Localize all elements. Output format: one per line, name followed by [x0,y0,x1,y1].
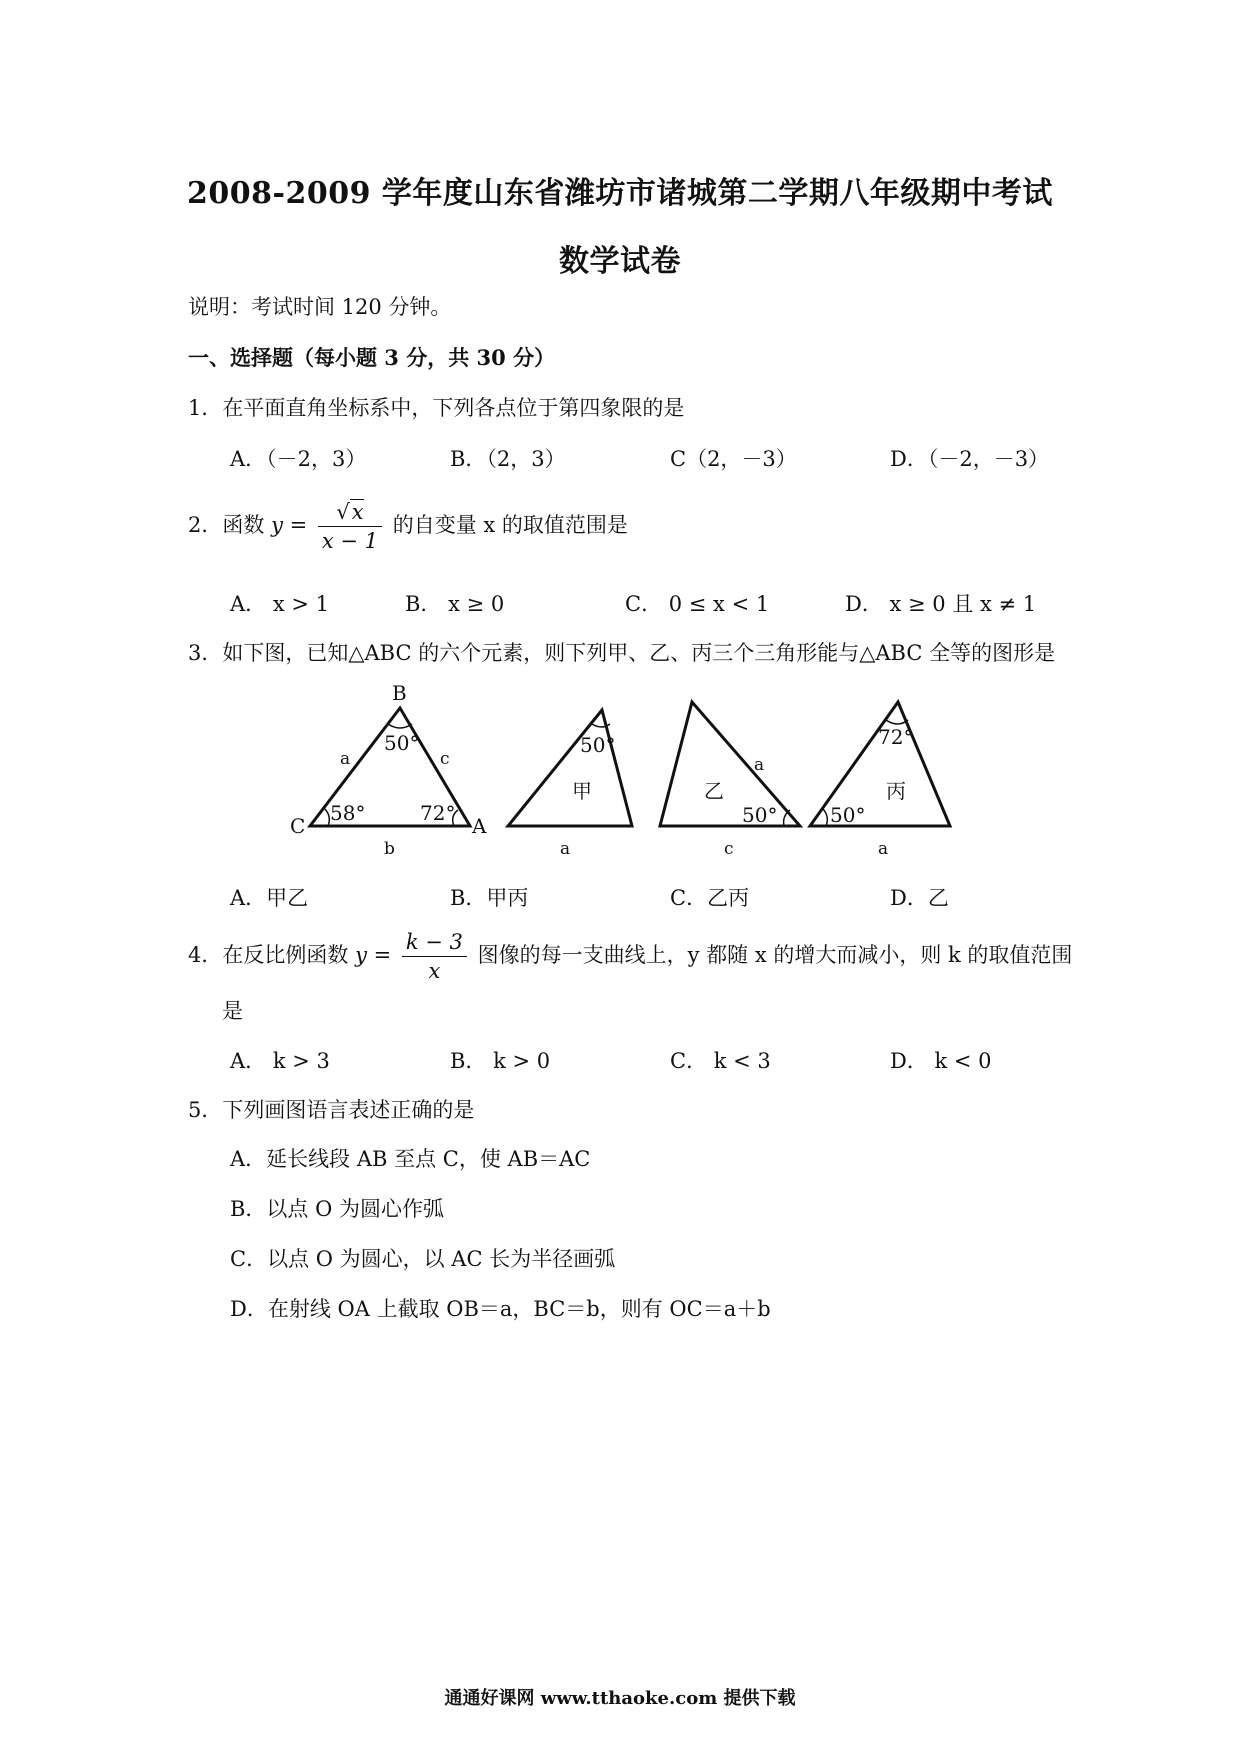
q4-option-b: B． k > 0 [450,1049,551,1073]
label-a: A [472,814,487,838]
q2-fraction [318,500,382,553]
question-3: 3．如下图，已知△ABC 的六个元素，则下列甲、乙、丙三个三角形能与△ABC 全等的图形是 [188,641,1056,665]
q4-fraction [402,930,467,983]
q2-denominator: x − 1 [321,529,379,553]
label-b: B [392,681,407,705]
q2-option-b: B． x ≥ 0 [405,592,505,616]
question-5: 5．下列画图语言表述正确的是 [188,1098,475,1122]
q2-option-c: C． 0 ≤ x < 1 [625,592,770,616]
q1-option-a: A．（－2，3） [230,447,367,471]
angle-c: 58° [330,801,366,825]
jia-side: a [560,839,571,859]
q2-option-a: A． x > 1 [230,592,329,616]
label-c: C [290,814,306,838]
side-c: c [440,749,450,769]
q4-suffix: 图像的每一支曲线上，y 都随 x 的增大而减小，则 k 的取值范围 [477,943,1073,967]
q2-prefix: 2．函数 [188,513,265,537]
q2-suffix: 的自变量 x 的取值范围是 [392,513,628,537]
q4-numerator: k − 3 [402,930,467,957]
q4-option-c: C． k < 3 [670,1049,771,1073]
q2-option-d: D． x ≥ 0 且 x ≠ 1 [845,592,1037,616]
triangle-yi [660,702,800,826]
jia-angle: 50° [580,733,616,757]
q1-option-c: C（2，－3） [670,447,797,471]
q4-lhs: y = [355,943,392,967]
triangles-figure [280,680,980,870]
page-footer: 通通好课网 www.tthaoke.com 提供下载 [444,1688,796,1709]
yi-side-a: a [754,755,765,775]
q5-option-d: D．在射线 OA 上截取 OB＝a，BC＝b，则有 OC＝a＋b [230,1297,771,1321]
q3-option-a: A．甲乙 [230,886,309,910]
q2-numerator: x [351,500,364,524]
q3-option-b: B．甲丙 [450,886,529,910]
q4-prefix: 4．在反比例函数 [188,943,349,967]
q4-option-d: D． k < 0 [890,1049,992,1073]
q1-option-b: B．（2，3） [450,447,566,471]
angle-a: 72° [420,801,456,825]
bing-angle-top: 72° [878,725,914,749]
q4-denominator: x [428,959,441,983]
bing-side: a [878,839,889,859]
q1-option-d: D．（－2，－3） [890,447,1050,471]
q4-option-a: A． k > 3 [230,1049,330,1073]
question-2 [188,500,628,553]
yi-name: 乙 [704,779,724,803]
side-b: b [384,839,395,859]
bing-angle-left: 50° [830,803,866,827]
side-a: a [340,749,351,769]
sqrt-icon: √ [336,500,350,524]
exam-subtitle: 数学试卷 [559,244,681,279]
yi-side-c: c [724,839,734,859]
q2-lhs: y = [271,513,308,537]
exam-note: 说明：考试时间 120 分钟。 [188,295,452,319]
bing-name: 丙 [886,779,906,803]
q5-option-b: B．以点 O 为圆心作弧 [230,1197,444,1221]
yi-angle: 50° [742,803,778,827]
section-heading: 一、选择题（每小题 3 分，共 30 分） [188,345,556,370]
q5-option-a: A．延长线段 AB 至点 C，使 AB＝AC [230,1147,591,1171]
q3-option-c: C．乙丙 [670,886,750,910]
exam-title: 2008-2009 学年度山东省潍坊市诸城第二学期八年级期中考试 [187,176,1053,211]
triangle-jia [508,710,632,826]
q5-option-c: C．以点 O 为圆心，以 AC 长为半径画弧 [230,1247,616,1271]
q4-continuation: 是 [222,999,243,1023]
angle-b: 50° [384,731,420,755]
jia-name: 甲 [572,779,592,803]
question-4 [188,930,1072,983]
question-1: 1．在平面直角坐标系中，下列各点位于第四象限的是 [188,396,685,420]
q3-option-d: D．乙 [890,886,949,910]
